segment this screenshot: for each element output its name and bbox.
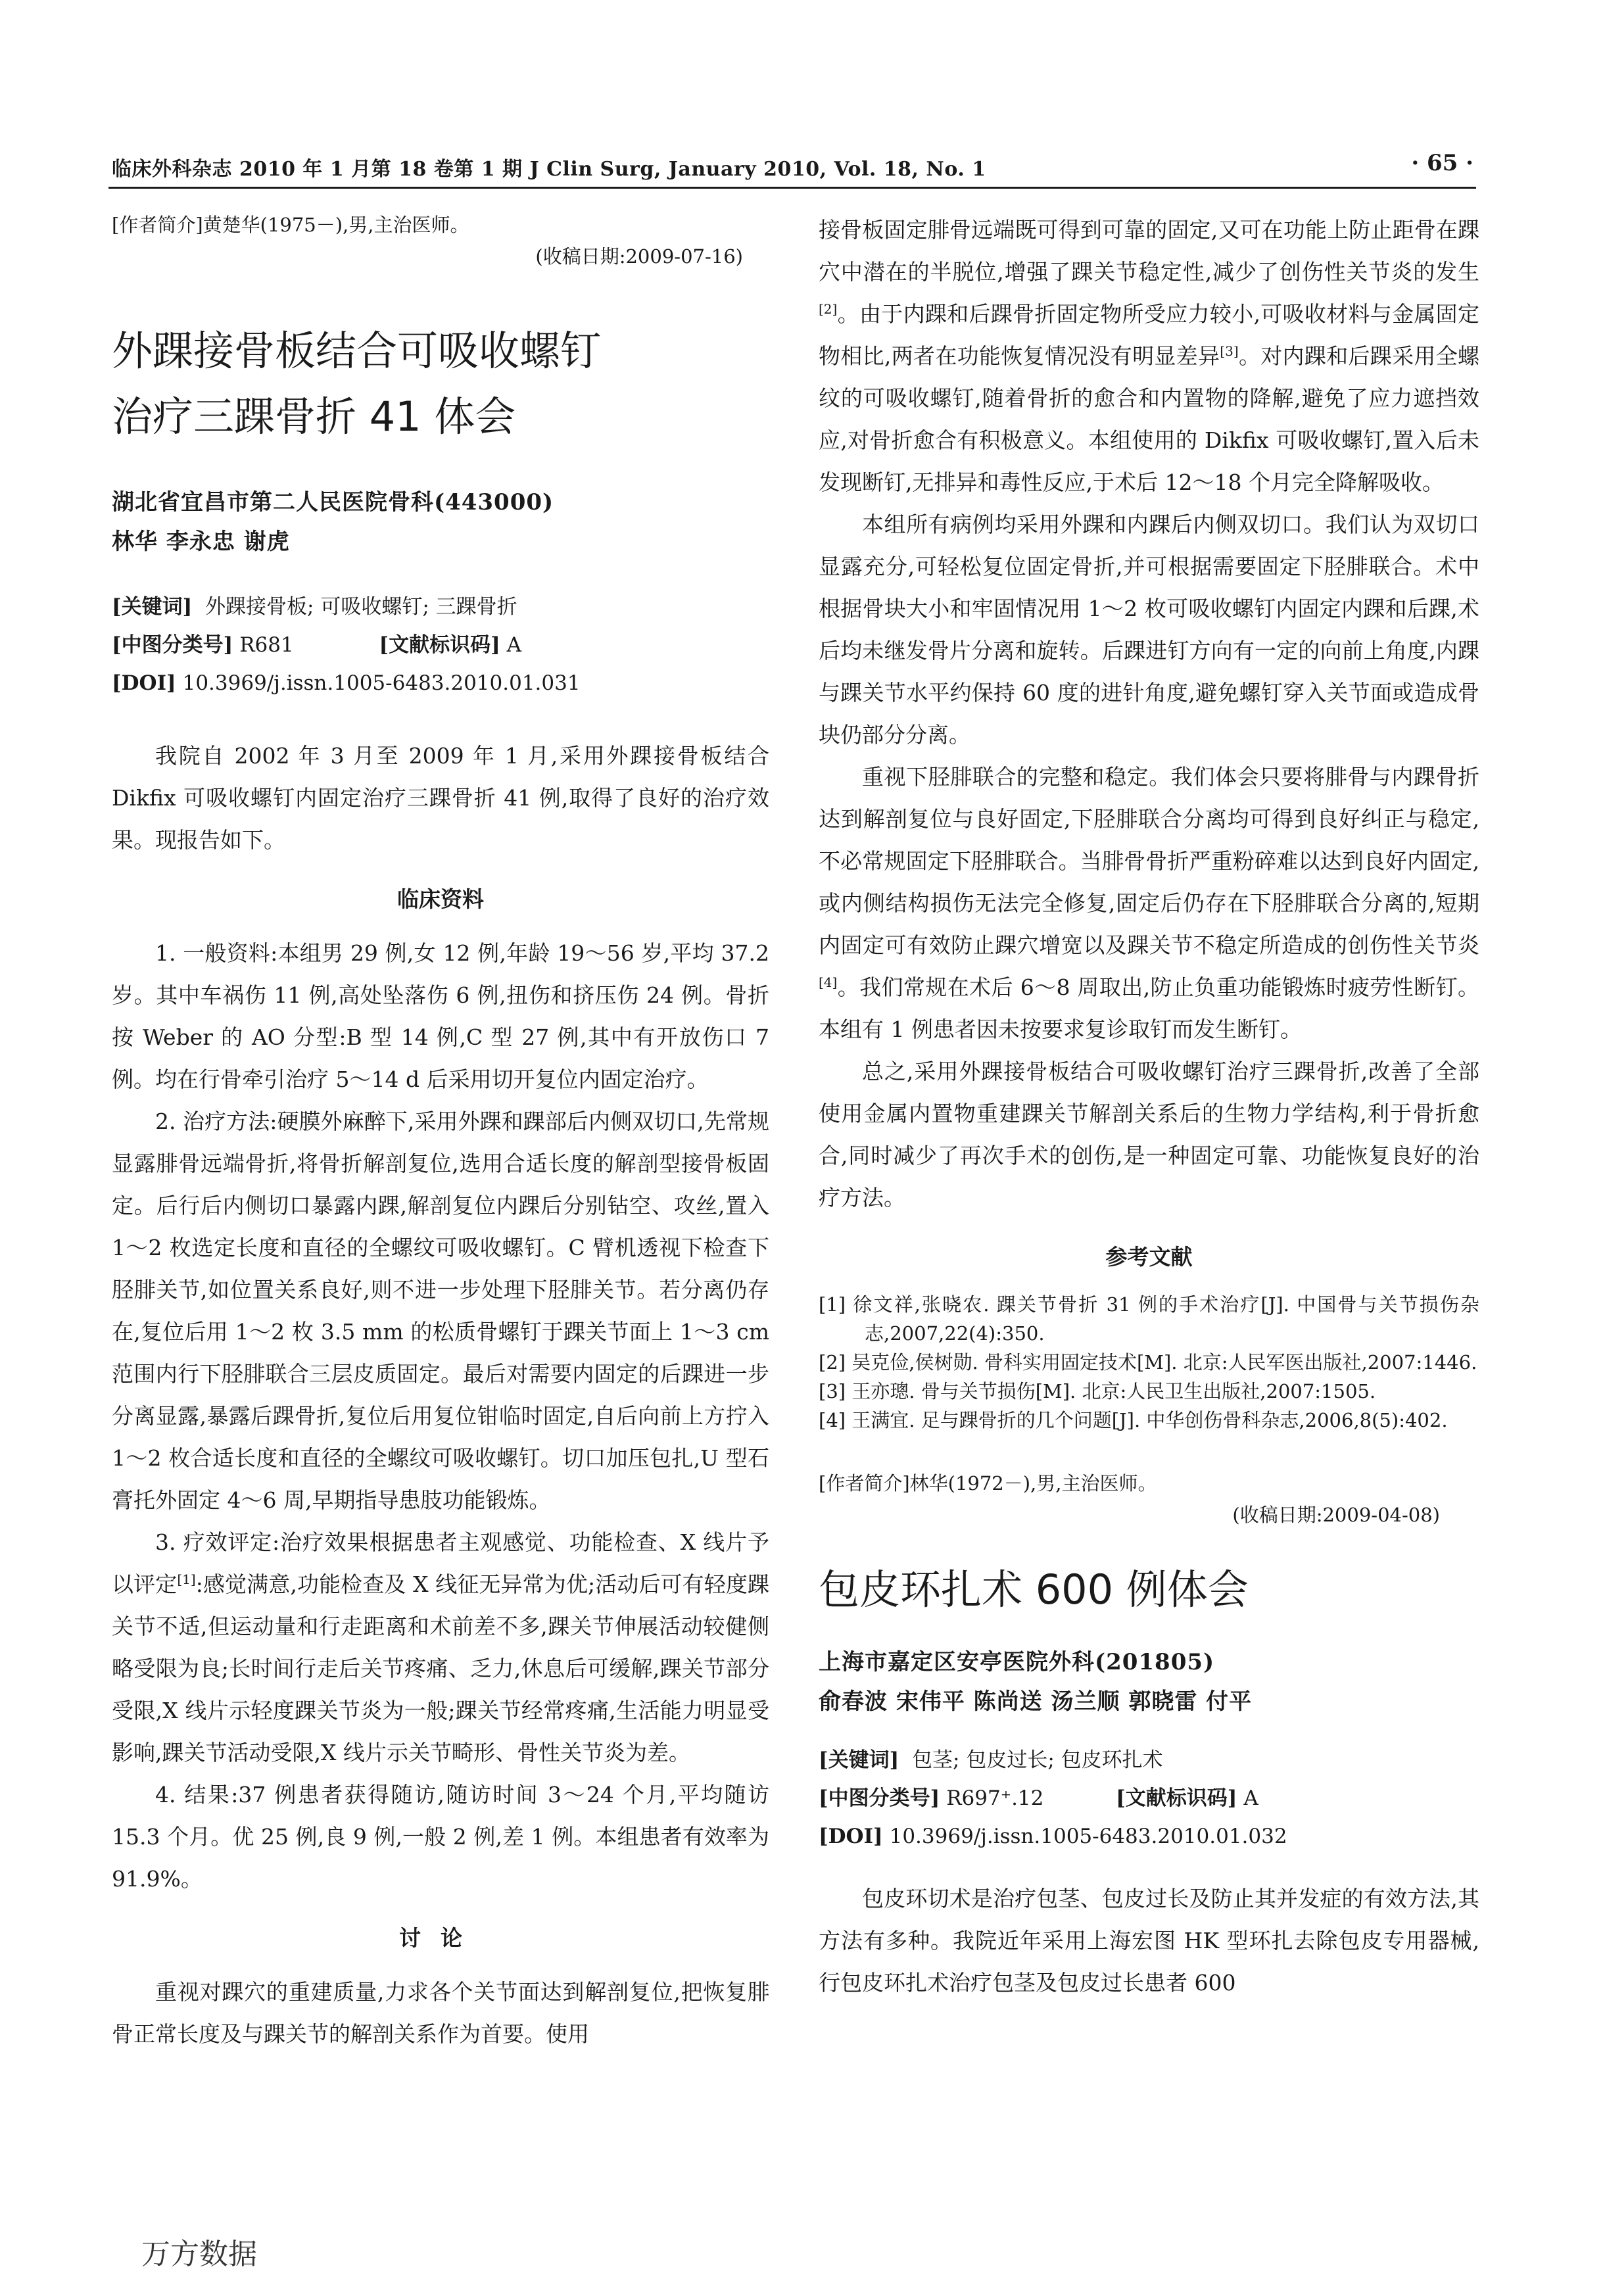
discussion-text-a: 接骨板固定腓骨远端既可得到可靠的固定,又可在功能上防止距骨在踝穴中潜在的半脱位,增强了踝关节稳定性,减少了创伤性关节炎的发生 bbox=[819, 217, 1479, 285]
article1-title-line2: 治疗三踝骨折 41 体会 bbox=[112, 393, 516, 441]
citation-3: [3] bbox=[1220, 343, 1239, 359]
clc-label: [中图分类号] bbox=[819, 1786, 940, 1810]
doc-code-value: A bbox=[1243, 1786, 1258, 1810]
syndesmosis-text-a: 重视下胫腓联合的完整和稳定。我们体会只要将腓骨与内踝骨折达到解剖复位与良好固定,下胫腓联合分离均可得到良好纠正与稳定,不必常规固定下胫腓联合。当腓骨骨折严重粉碎难以达到良好内固定,或内侧结构损伤无法完全修复,固定后仍存在下胫腓联合分离的,短期内固定可有效防止踝穴增宽以及踝关节不稳定所造成的创伤性关节炎 bbox=[819, 764, 1479, 958]
keywords-label: [关键词] bbox=[112, 595, 193, 619]
keywords-label: [关键词] bbox=[819, 1748, 899, 1772]
article1-authors: 林华 李永忠 谢虎 bbox=[112, 529, 290, 555]
article1-meta bbox=[112, 588, 769, 702]
article1-affiliation-block bbox=[112, 483, 769, 562]
citation-1: [1] bbox=[177, 1571, 196, 1587]
right-column bbox=[819, 209, 1479, 2004]
paragraph-incision: 本组所有病例均采用外踝和内踝后内侧双切口。我们认为双切口显露充分,可轻松复位固定骨折,并可根据需要固定下胫腓联合。术中根据骨块大小和牢固情况用 1～2 枚可吸收螺钉内固定内踝和后踝,术后均未继发骨片分离和旋转。后踝进钉方向有一定的向前上角度,内踝与踝关节水平约保持 60 度的进针角度,避免螺钉穿入关节面或造成骨块仍部分分离。 bbox=[819, 512, 1479, 748]
discussion-text-c: 。对内踝和后踝采用全螺纹的可吸收螺钉,随着骨折的愈合和内置物的降解,避免了应力遮挡效应,对骨折愈合有积极意义。本组使用的 Dikfix 可吸收螺钉,置入后未发现断钉,无排异和毒性反应,于术后 12～18 个月完全降解吸收。 bbox=[819, 343, 1479, 495]
doi-value: 10.3969/j.issn.1005-6483.2010.01.032 bbox=[889, 1825, 1287, 1848]
reference-item: [2] 吴克俭,侯树勋. 骨科实用固定技术[M]. 北京:人民军医出版社,2007:1446. bbox=[819, 1351, 1477, 1374]
paragraph-general-data: 1. 一般资料:本组男 29 例,女 12 例,年龄 19～56 岁,平均 37.2 岁。其中车祸伤 11 例,高处坠落伤 6 例,扭伤和挤压伤 24 例。骨折按 Weber 的 AO 分型:B 型 14 例,C 型 27 例,其中有开放伤口 7 例。均在行骨牵引治疗 5～14 d 后采用切开复位内固定治疗。 bbox=[112, 940, 769, 1092]
article2-affiliation: 上海市嘉定区安亭医院外科(201805) bbox=[819, 1649, 1215, 1675]
paragraph-evaluation bbox=[112, 1521, 769, 1774]
doi-label: [DOI] bbox=[112, 671, 176, 695]
article1-affiliation: 湖北省宜昌市第二人民医院骨科(443000) bbox=[112, 489, 554, 515]
citation-4: [4] bbox=[819, 974, 838, 990]
paragraph-discussion-cont bbox=[819, 209, 1479, 504]
prev-author-note: [作者简介]黄楚华(1975－),男,主治医师。 bbox=[112, 214, 469, 236]
reference-item: [1] 徐文祥,张晓农. 踝关节骨折 31 例的手术治疗[J]. 中国骨与关节损伤杂志,2007,22(4):350. bbox=[819, 1293, 1479, 1345]
doc-code-label: [文献标识码] bbox=[1116, 1786, 1237, 1810]
received-date: (收稿日期:2009-04-08) bbox=[1232, 1504, 1440, 1526]
reference-item: [3] 王亦璁. 骨与关节损伤[M]. 北京:人民卫生出版社,2007:1505. bbox=[819, 1380, 1376, 1402]
article1-doi bbox=[112, 664, 769, 702]
article2-doi bbox=[819, 1817, 1479, 1855]
section-discussion-heading: 讨论 bbox=[399, 1925, 482, 1951]
article2-classification bbox=[819, 1779, 1479, 1817]
article1-intro: 我院自 2002 年 3 月至 2009 年 1 月,采用外踝接骨板结合 Dikfix 可吸收螺钉内固定治疗三踝骨折 41 例,取得了良好的治疗效果。现报告如下。 bbox=[112, 743, 769, 853]
article2-authors: 俞春波 宋伟平 陈尚送 汤兰顺 郭晓雷 付平 bbox=[819, 1688, 1253, 1715]
article2-intro: 包皮环切术是治疗包茎、包皮过长及防止其并发症的有效方法,其方法有多种。我院近年采用上海宏图 HK 型环扎去除包皮专用器械,行包皮环扎术治疗包茎及包皮过长患者 600 bbox=[819, 1886, 1479, 1996]
doi-label: [DOI] bbox=[819, 1825, 883, 1848]
journal-header: 临床外科杂志 2010 年 1 月第 18 卷第 1 期 J Clin Surg, January 2010, Vol. 18, No. 1 bbox=[112, 158, 986, 181]
doc-code-value: A bbox=[506, 633, 522, 657]
section-clinical-heading: 临床资料 bbox=[397, 886, 484, 912]
doc-code-label: [文献标识码] bbox=[379, 633, 500, 657]
paragraph-treatment: 2. 治疗方法:硬膜外麻醉下,采用外踝和踝部后内侧双切口,先常规显露腓骨远端骨折,将骨折解剖复位,选用合适长度的解剖型接骨板固定。后行后内侧切口暴露内踝,解剖复位内踝后分别钻空、攻丝,置入 1～2 枚选定长度和直径的全螺纹可吸收螺钉。C 臂机透视下检查下胫腓关节,如位置关系良好,则不进一步处理下胫腓关节。若分离仍存在,复位后用 1～2 枚 3.5 mm 的松质骨螺钉于踝关节面上 1～3 cm 范围内行下胫腓联合三层皮质固定。最后对需要内固定的后踝进一步分离显露,暴露后踝骨折,复位后用复位钳临时固定,自后向前上方拧入 1～2 枚合适长度和直径的全螺纹可吸收螺钉。切口加压包扎,U 型石膏托外固定 4～6 周,早期指导患肢功能锻炼。 bbox=[112, 1109, 769, 1513]
clc-value: R681 bbox=[239, 633, 294, 657]
article1-classification bbox=[112, 626, 769, 664]
clc-value: R697⁺.12 bbox=[946, 1786, 1044, 1810]
evaluation-text-a: 3. 疗效评定:治疗效果根据患者主观感觉、功能检查、X 线片予以评定 bbox=[112, 1529, 769, 1597]
paragraph-syndesmosis bbox=[819, 756, 1479, 1051]
citation-2: [2] bbox=[819, 301, 838, 317]
author-note: [作者简介]林华(1972－),男,主治医师。 bbox=[819, 1472, 1157, 1495]
article2-affiliation-block bbox=[819, 1642, 1479, 1721]
paragraph-discussion-start: 重视对踝穴的重建质量,力求各个关节面达到解剖复位,把恢复腓骨正常长度及与踝关节的解剖关系作为首要。使用 bbox=[112, 1979, 769, 2047]
syndesmosis-text-b: 。我们常规在术后 6～8 周取出,防止负重功能锻炼时疲劳性断钉。本组有 1 例患者因未按要求复诊取钉而发生断钉。 bbox=[819, 974, 1479, 1042]
clc-label: [中图分类号] bbox=[112, 633, 233, 657]
article1-title bbox=[112, 318, 769, 450]
doi-value: 10.3969/j.issn.1005-6483.2010.01.031 bbox=[182, 671, 581, 695]
evaluation-text-b: :感觉满意,功能检查及 X 线征无异常为优;活动后可有轻度踝关节不适,但运动量和行走距离和术前差不多,踝关节伸展活动较健侧略受限为良;长时间行走后关节疼痛、乏力,休息后可缓解,踝关节部分受限,X 线片示轻度踝关节炎为一般;踝关节经常疼痛,生活能力明显受影响,踝关节活动受限,X 线片示关节畸形、骨性关节炎为差。 bbox=[112, 1571, 770, 1765]
paragraph-conclusion: 总之,采用外踝接骨板结合可吸收螺钉治疗三踝骨折,改善了全部使用金属内置物重建踝关节解剖关系后的生物力学结构,利于骨折愈合,同时减少了再次手术的创伤,是一种固定可靠、功能恢复良好的治疗方法。 bbox=[819, 1059, 1479, 1210]
keywords-value: 外踝接骨板; 可吸收螺钉; 三踝骨折 bbox=[205, 595, 517, 619]
article2-keywords bbox=[819, 1741, 1479, 1779]
watermark: 万方数据 bbox=[141, 2237, 257, 2271]
paragraph-results: 4. 结果:37 例患者获得随访,随访时间 3～24 个月,平均随访 15.3 个月。优 25 例,良 9 例,一般 2 例,差 1 例。本组患者有效率为 91.9%。 bbox=[112, 1782, 769, 1892]
references-heading: 参考文献 bbox=[1105, 1244, 1193, 1270]
keywords-value: 包茎; 包皮过长; 包皮环扎术 bbox=[912, 1748, 1163, 1772]
article1-title-line1: 外踝接骨板结合可吸收螺钉 bbox=[112, 327, 602, 375]
header-rule bbox=[108, 187, 1476, 189]
article1-keywords bbox=[112, 588, 769, 626]
article2-meta bbox=[819, 1741, 1479, 1855]
page-number: · 65 · bbox=[1411, 150, 1473, 176]
discussion-text-b: 。由于内踝和后踝骨折固定物所受应力较小,可吸收材料与金属固定物相比,两者在功能恢复情况没有明显差异 bbox=[819, 301, 1479, 369]
references-list bbox=[819, 1290, 1479, 1435]
reference-item: [4] 王满宜. 足与踝骨折的几个问题[J]. 中华创伤骨科杂志,2006,8(5):402. bbox=[819, 1409, 1448, 1431]
article2-title: 包皮环扎术 600 例体会 bbox=[819, 1566, 1249, 1614]
prev-received-date: (收稿日期:2009-07-16) bbox=[535, 245, 743, 268]
left-column bbox=[112, 209, 769, 2055]
